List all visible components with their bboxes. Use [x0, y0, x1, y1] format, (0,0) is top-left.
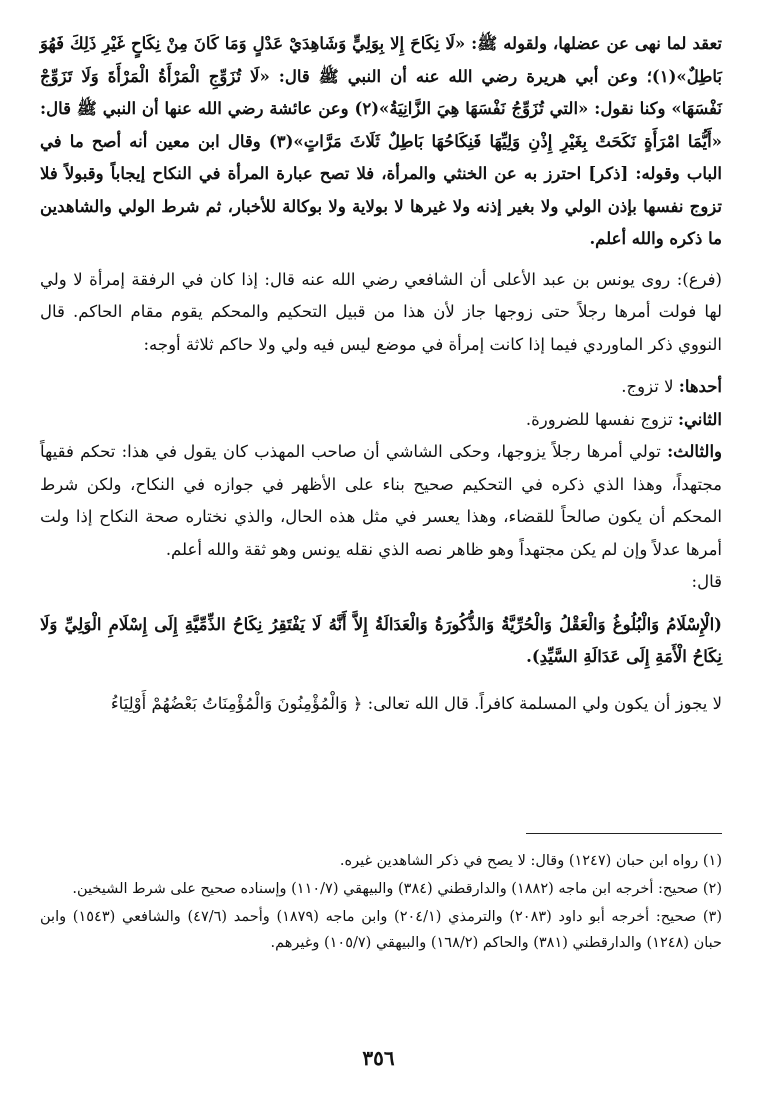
paragraph-8 [40, 688, 722, 721]
paragraph-1 [40, 28, 722, 256]
first-view-text: لا تزوج. [621, 377, 679, 396]
footnote-2: (٢) صحيح: أخرجه ابن ماجه (١٨٨٢) والدارقطني (٣٨٤) والبيهقي (١١٠/٧) وإسناده صحيح على شرط الشيخين. [72, 881, 722, 897]
first-view-label: أحدها: [678, 377, 722, 396]
matn-quote-text: (الْإِسْلَامُ وَالْبُلُوغُ وَالْعَقْلُ وَالْحُرِّيَّةُ وَالذُّكُورَةُ وَالْعَدَالَةُ إِلاَّ أَنَّهُ لَا يَفْتَقِرُ نِكَاحُ الذِّمِّيَّةِ إِلَى إِسْلَامِ الْوَلِيِّ وَلَا نِكَاحُ الْأَمَةِ إِلَى عَدَالَةِ السَّيِّدِ). [40, 614, 722, 666]
second-view-text: تزوج نفسها للضرورة. [525, 409, 678, 429]
paragraph-1-text: تعقد لما نهى عن عضلها، ولقوله ﷺ: «لَا نِكَاحَ إِلا بِوَلِيٍّ وَشَاهِدَيْ عَدْلٍ وَمَا كَانَ مِنْ نِكَاحٍ غَيْرِ ذَلِكَ فَهُوَ بَاطِلٌ»(١)؛ وعن أبي هريرة رضي الله عنه أن النبي ﷺ قال: «لَا تُزَوِّجِ الْمَرْأَةُ الْمَرْأَةَ وَلَا تَزَوِّجْ نَفْسَهَا» وكنا نقول: «التي تُزَوِّجُ نَفْسَهَا هِيَ الزَّانِيَةُ»(٢) وعن عائشة رضي الله عنها أن النبي ﷺ قال: «أَيُّمَا امْرَأَةٍ نَكَحَتْ بِغَيْرِ إِذْنِ وَلِيِّهَا فَنِكَاحُهَا بَاطِلٌ ثَلَاثَ مَرَّاتٍ»(٣) وقال ابن معين أنه أصح ما في الباب وقوله: [ذكر] احترز به عن الخنثي والمرأة، فلا تصح عبارة المرأة في النكاح إيجاباً وقبولاً فلا تزوج نفسها بإذن الولي ولا بغير إذنه ولا غيرها لا بولاية ولا بوكالة للأخبار، ثم شرط الولي والشاهدين ما ذكره والله أعلم. [40, 34, 722, 248]
footnotes [40, 848, 722, 958]
footnote-separator [526, 833, 722, 834]
paragraph-5 [40, 436, 722, 566]
footnote-3: (٣) صحيح: أخرجه أبو داود (٢٠٨٣) والترمذي (٢٠٤/١) وابن ماجه (١٨٧٩) وأحمد (٤٧/٦) والشافعي (١٥٤٣) وابن حبان (١٢٤٨) والدارقطني (٣٨١) والحاكم (١٦٨/٢) والبيهقي (١٠٥/٧) وغيرهم. [40, 909, 722, 951]
paragraph-8-text: لا يجوز أن يكون ولي المسلمة كافراً. قال الله تعالى: ﴿ وَالْمُؤْمِنُونَ وَالْمُؤْمِنَاتُ بَعْضُهُمْ أَوْلِيَاءُ [110, 693, 722, 713]
third-view-text: تولي أمرها رجلاً يزوجها، وحكى الشاشي أن صاحب المهذب كان يقول في هذا: تحكم فقيهاً مجتهداً، وهذا الذي ذكره في التحكيم صحيح بناء على الأظهر في جوازه في النكاح، ولكن شرط المحكم أن يكون صالحاً للقضاء، وهذا يعسر في مثل هذه الحال، والذي نختاره صحة النكاح إذا ولت أمرها عدلاً وإن لم يكن مجتهداً وهو ظاهر نصه الذي نقله يونس وهو ثقة والله أعلم. [40, 442, 722, 559]
page-number: ٣٥٦ [362, 1046, 395, 1070]
paragraph-2-text: (فرع): روى يونس بن عبد الأعلى أن الشافعي رضي الله عنه قال: إذا كان في الرفقة إمرأة لا ولي لها فولت أمرها رجلاً حتى زوجها جاز لأن هذا من قبيل التحكيم والمحكم يقوم مقام الحاكم. قال النووي ذكر الماوردي فيما إذا كانت إمرأة في موضع ليس فيه ولي ولا حاكم ثلاثة أوجه: [40, 269, 722, 354]
paragraph-2 [40, 264, 722, 362]
paragraph-6 [40, 566, 722, 599]
main-text [40, 28, 722, 720]
matn-quote [40, 609, 722, 674]
paragraph-3 [40, 371, 722, 404]
footnote-1: (١) رواه ابن حبان (١٢٤٧) وقال: لا يصح في ذكر الشاهدين غيره. [339, 853, 722, 869]
second-view-label: الثاني: [677, 409, 722, 429]
paragraph-4 [40, 404, 722, 437]
third-view-label: والثالث: [667, 442, 722, 461]
qala-text: قال: [691, 572, 722, 591]
